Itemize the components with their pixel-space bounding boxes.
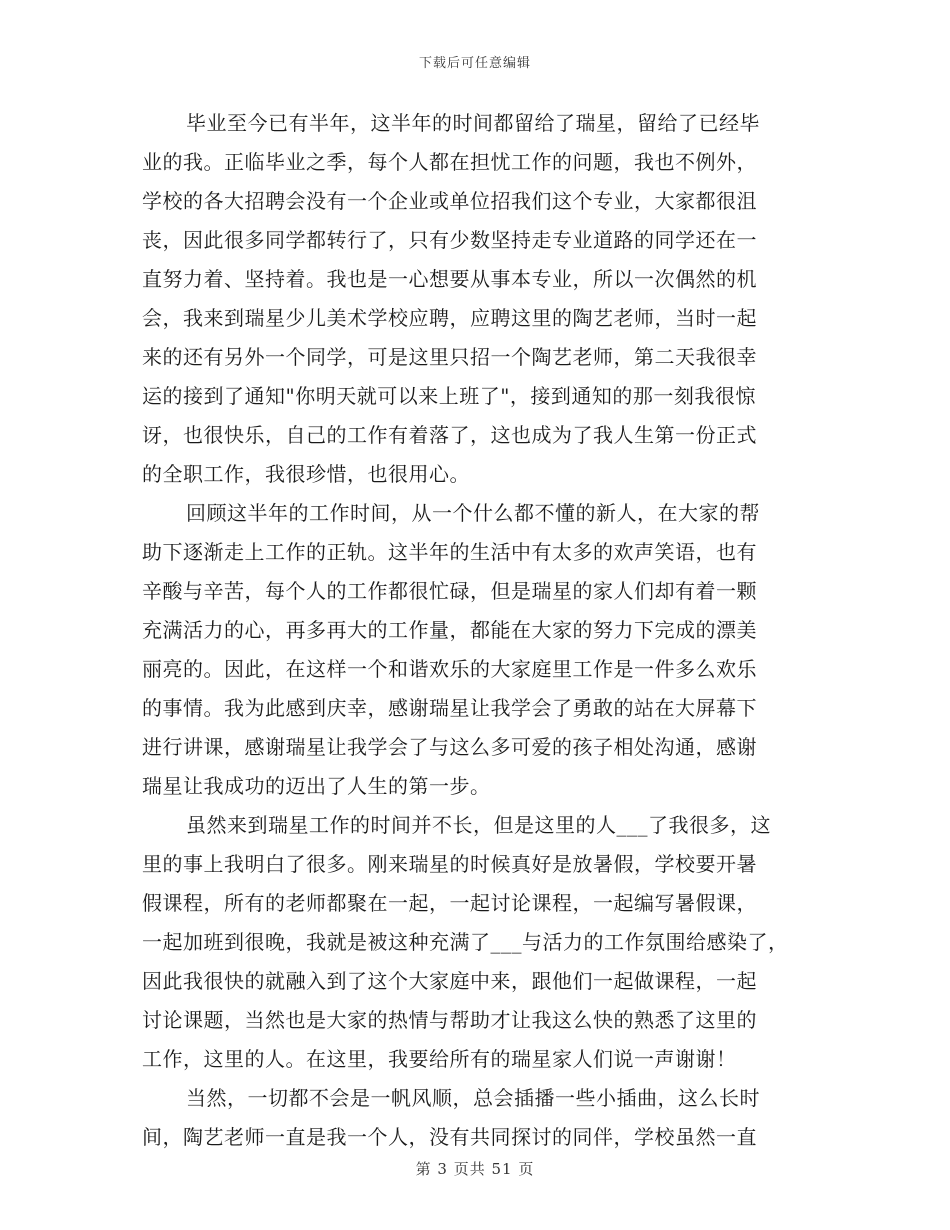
text-line: 虽然来到瑞星工作的时间并不长，但是这里的人___了我很多，这 [186,813,771,837]
text-line: 来的还有另外一个同学，可是这里只招一个陶艺老师，第二天我很幸 [142,345,757,369]
text-line: 丧，因此很多同学都转行了，只有少数坚持走专业道路的同学还在一 [142,228,757,252]
text-line: 的事情。我为此感到庆幸，感谢瑞星让我学会了勇敢的站在大屏幕下 [142,696,757,720]
text-line: 回顾这半年的工作时间，从一个什么都不懂的新人，在大家的帮 [186,501,760,525]
document-body [142,104,812,1157]
text-line: 学校的各大招聘会没有一个企业或单位招我们这个专业，大家都很沮 [142,189,757,213]
text-line: 当然，一切都不会是一帆风顺，总会插播一些小插曲，这么长时 [186,1086,760,1110]
text-line: 的全职工作，我很珍惜，也很用心。 [142,462,470,486]
text-line: 丽亮的。因此，在这样一个和谐欢乐的大家庭里工作是一件多么欢乐 [142,657,757,681]
page-number: 第 3 页共 51 页 [415,1160,535,1178]
text-line: 充满活力的心，再多再大的工作量，都能在大家的努力下完成的漂美 [142,618,757,642]
text-line: 讨论课题，当然也是大家的热情与帮助才让我这么快的熟悉了这里的 [142,1008,757,1032]
text-line: 间，陶艺老师一直是我一个人，没有共同探讨的同伴，学校虽然一直 [142,1125,757,1149]
text-line: 会，我来到瑞星少儿美术学校应聘，应聘这里的陶艺老师，当时一起 [142,306,757,330]
text-line: 业的我。正临毕业之季，每个人都在担忧工作的问题，我也不例外， [142,150,757,174]
page-header: 下载后可任意编辑 [418,56,531,71]
text-line: 讶，也很快乐，自己的工作有着落了，这也成为了我人生第一份正式 [142,423,757,447]
text-line: 里的事上我明白了很多。刚来瑞星的时候真好是放暑假，学校要开暑 [142,852,757,876]
text-line: 工作，这里的人。在这里，我要给所有的瑞星家人们说一声谢谢！ [142,1047,737,1071]
text-line: 辛酸与辛苦，每个人的工作都很忙碌，但是瑞星的家人们却有着一颗 [142,579,757,603]
text-line: 运的接到了通知"你明天就可以来上班了"，接到通知的那一刻我很惊 [142,384,756,408]
text-line: 进行讲课，感谢瑞星让我学会了与这么多可爱的孩子相处沟通，感谢 [142,735,757,759]
text-line: 一起加班到很晚，我就是被这种充满了___与活力的工作氛围给感染了， [142,930,789,954]
text-line: 因此我很快的就融入到了这个大家庭中来，跟他们一起做课程，一起 [142,969,757,993]
text-line: 瑞星让我成功的迈出了人生的第一步。 [142,774,491,798]
text-line: 助下逐渐走上工作的正轨。这半年的生活中有太多的欢声笑语，也有 [142,540,757,564]
text-line: 假课程，所有的老师都聚在一起，一起讨论课程，一起编写暑假课， [142,891,757,915]
text-line: 毕业至今已有半年，这半年的时间都留给了瑞星，留给了已经毕 [186,111,760,135]
text-line: 直努力着、坚持着。我也是一心想要从事本专业，所以一次偶然的机 [142,267,757,291]
